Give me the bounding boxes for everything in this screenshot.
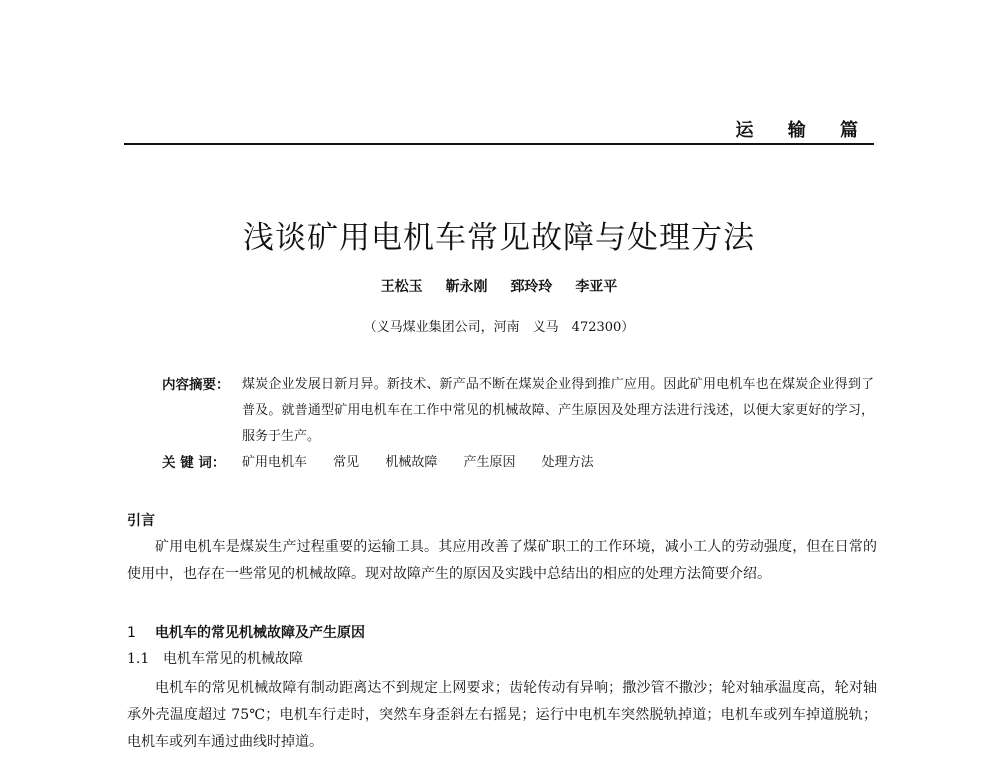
section-number: 1 — [127, 625, 136, 641]
header-rule — [124, 143, 874, 145]
keyword: 常见 — [333, 455, 360, 470]
keywords-list — [242, 450, 874, 476]
affiliation: （义马煤业集团公司，河南 义马 472300） — [363, 320, 635, 335]
keyword: 产生原因 — [463, 455, 516, 470]
intro-paragraph — [127, 534, 877, 588]
paragraph-text: 矿用电机车是煤炭生产过程重要的运输工具。其应用改善了煤矿职工的工作环境，减小工人的劳动强度，但在日常的使用中，也存在一些常见的机械故障。现对故障产生的原因及实践中总结出的相应的处理方法简要介绍。 — [127, 539, 877, 582]
keywords-row — [162, 450, 874, 476]
section-number: 1.1 — [127, 651, 150, 667]
section-1-1-paragraph — [127, 675, 877, 756]
article-title: 浅谈矿用电机车常见故障与处理方法 — [243, 220, 755, 256]
section-title: 电机车的常见机械故障及产生原因 — [155, 625, 365, 641]
abstract-text: 煤炭企业发展日新月异。新技术、新产品不断在煤炭企业得到推广应用。因此矿用电机车也在煤炭企业得到了普及。就普通型矿用电机车在工作中常见的机械故障、产生原因及处理方法进行浅述，以便大家更好的学习，服务于生产。 — [242, 377, 874, 444]
keywords-label: 关 键 词： — [162, 455, 226, 471]
section-label: 运 输 篇 — [735, 120, 872, 141]
author-name: 靳永刚 — [445, 279, 488, 295]
section-title: 电机车常见的机械故障 — [163, 651, 303, 667]
keyword: 处理方法 — [541, 455, 594, 470]
section-heading-1-1 — [127, 648, 303, 668]
author-list — [124, 276, 874, 296]
section-heading-1 — [127, 622, 365, 642]
author-name: 郅玲玲 — [510, 279, 553, 295]
abstract-row — [162, 372, 874, 450]
intro-heading: 引言 — [127, 513, 155, 529]
abstract-block — [162, 372, 874, 476]
keyword: 矿用电机车 — [242, 455, 308, 470]
keyword: 机械故障 — [385, 455, 438, 470]
abstract-label: 内容摘要： — [162, 377, 230, 393]
author-name: 李亚平 — [575, 279, 618, 295]
paragraph-text: 电机车的常见机械故障有制动距离达不到规定上网要求；齿轮传动有异响；撒沙管不撒沙；轮对轴承温度高，轮对轴承外壳温度超过 75℃；电机车行走时，突然车身歪斜左右摇晃；运行中电机车突然脱轨掉道；电机车或列车掉道脱轨；电机车或列车通过曲线时掉道。 — [127, 680, 877, 750]
author-name: 王松玉 — [380, 279, 423, 295]
